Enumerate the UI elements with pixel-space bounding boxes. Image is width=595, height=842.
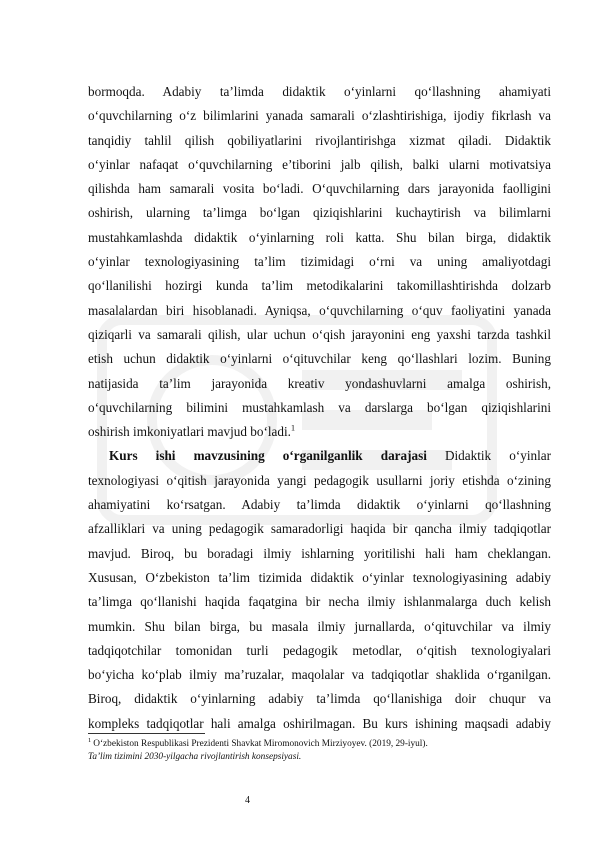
text-line: etish uchun didaktik o‘yinlarni o‘qituvchilar keng qo‘llashlari lozim. Buning [88,351,551,367]
text-line: afzalliklari va uning pedagogik samaradorligi haqida bir qancha ilmiy tadqiqotlar [88,521,551,537]
section-heading: Kurs ishi mavzusining o‘rganilganlik darajasi [109,448,427,464]
text-line: qo‘llanilishi hozirgi kunda ta’lim metodikalarini takomillashtirishda dolzarb [88,278,551,294]
text-line: ahamiyatini ko‘rsatgan. Adabiy ta’limda didaktik o‘yinlarni qo‘llashning [88,497,551,513]
text-line: qiziqarli va samarali qilish, ular uchun o‘qish jarayonini eng yaxshi tarzda tashkil [88,326,551,342]
footnote [88,738,558,764]
text-line: masalalardan biri hisoblanadi. Ayniqsa, o‘quvchilarning o‘quv faoliyatini yanada [88,302,551,318]
text-line: ta’limga qo‘llanishi haqida faqatgina bir necha ilmiy ishlanmalarga duch kelish [88,594,551,610]
text-line: o‘quvchilarning bilimini mustahkamlash va darslarga bo‘lgan qiziqishlarini [88,399,551,415]
text-line: texnologiyasi o‘qitish jarayonida yangi pedagogik usullarni joriy etishda o‘zining [88,472,551,488]
footnote-reference[interactable]: 1 [290,422,296,433]
footnote-title: Ta’lim tizimini 2030-yilgacha rivojlantirish konsepsiyasi. [88,752,302,762]
footnote-divider [88,733,205,734]
page-number: 4 [245,795,250,806]
section-heading-line [88,444,551,468]
text-line: kompleks tadqiqotlar hali amalga oshirilmagan. Bu kurs ishining maqsadi adabiy [88,715,551,731]
text-line: Biroq, didaktik o‘yinlarning adabiy ta’limda qo‘llanishiga doir chuqur va [88,691,551,707]
text-line: tanqidiy tahlil qilish qobiliyatlarini rivojlantirishga xizmat qiladi. Didaktik [88,132,551,148]
text-line: o‘quvchilarning o‘z bilimlarini yanada samarali o‘zlashtirishiga, ijodiy fikrlash va [88,108,551,124]
text-line: o‘yinlar texnologiyasining ta’lim tizimidagi o‘rni va uning amaliyotdagi [88,254,551,270]
text-line: tadqiqotchilar tomonidan turli pedagogik metodlar, o‘qitish texnologiyalari [88,642,551,658]
text-line: mumkin. Shu bilan birga, bu masala ilmiy jurnallarda, o‘qituvchilar va ilmiy [88,618,551,634]
text-line: o‘yinlar nafaqat o‘quvchilarning e’tiborini jalb qilish, balki ularni motivatsiya [88,156,551,172]
main-text [88,80,551,736]
footnote-text: O‘zbekiston Respublikasi Prezidenti Shavkat Miromonovich Mirziyoyev. (2019, 29-iyul). [93,739,428,749]
text-line-content: oshirish imkoniyatlari mavjud bo‘ladi. [88,424,291,440]
text-line: natijasida ta’lim jarayonida kreativ yondashuvlarni amalga oshirish, [88,375,551,391]
text-line: Xususan, O‘zbekiston ta’lim tizimida didaktik o‘yinlar texnologiyasining adabiy [88,569,551,585]
text-line: bo‘yicha ko‘plab ilmiy ma’ruzalar, maqolalar va tadqiqotlar shaklida o‘rganilgan. [88,667,551,683]
text-line [88,420,551,444]
text-line: bormoqda. Adabiy ta’limda didaktik o‘yinlarni qo‘llashning ahamiyati [88,84,551,99]
footnote-number: 1 [88,736,92,744]
text-line: qilishda ham samarali vosita bo‘ladi. O‘quvchilarning dars jarayonida faolligini [88,181,551,197]
text-line: mustahkamlashda didaktik o‘yinlarning roli katta. Shu bilan birga, didaktik [88,229,551,245]
section-heading-rest: Didaktik o‘yinlar [426,448,551,464]
text-line: oshirish, ularning ta’limga bo‘lgan qiziqishlarini kuchaytirish va bilimlarni [88,205,551,221]
text-line: mavjud. Biroq, bu boradagi ilmiy ishlarning yoritilishi hali ham cheklangan. [88,545,551,561]
